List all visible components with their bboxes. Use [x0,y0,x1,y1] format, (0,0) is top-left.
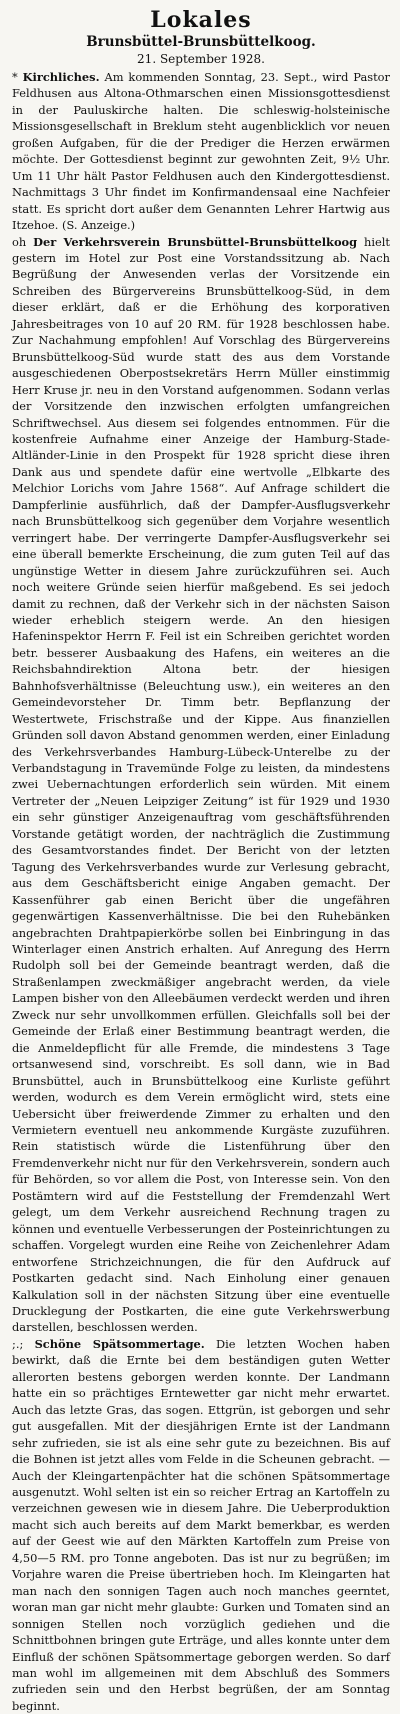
section-masthead: Lokales [150,7,252,33]
article-headline: Schöne Spätsommertage. [34,1336,205,1351]
article-marker: ;.; [12,1336,35,1351]
article-body: Die letzten Wochen haben bewirkt, daß die Ernte bei dem beständigen guten Wetter allerorten bestens geborgen werden konnte. Der Landmann hatte ein so prächtiges Erntewetter gar nicht mehr erwartet. Auch das letzte Gras, das sogen. Ettgrün, ist geborgen und sehr gut ausgefallen. Mit der diesjährigen Ernte ist der Landmann sehr zufrieden, sie ist als eine sehr gute zu bezeichnen. Bis auf die Bohnen ist jetzt alles vom Felde in die Scheunen gebracht. — Auch der Kleingartenpächter hat die schönen Spätsommertage ausgenutzt. Wohl selten ist ein so reicher Ertrag an Kartoffeln zu verzeichnen gewesen wie in diesem Jahre. Die Ueberproduktion macht sich auch bereits auf dem Markt bemerkbar, es werden auf der Geest wie auf den Märkten Kartoffeln zum Preise von 4,50—5 RM. pro Tonne angeboten. Das ist nur zu begrüßen; im Vorjahre waren die Preise übertrieben hoch. Im Kleingarten hat man nach den sonnigen Tagen auch noch manches geerntet, woran man gar nicht mehr glaubte: Gurken und Tomaten sind an sonnigen Stellen noch vorzüglich gediehen und die Schnittbohnen bringen gute Erträge, und alles konnte unter dem Einfluß der schönen Spätsommertage geborgen werden. So darf man wohl im allgemeinen mit dem Abschluß des Sommers zufrieden sein und den Herbst begrüßen, der am Sonntag beginnt. [12,1336,390,1713]
article-body: hielt gestern im Hotel zur Post eine Vorstandssitzung ab. Nach Begrüßung der Anwesenden verlas der Vorsitzende ein Schreiben des Bürgervereins Brunsbüttelkoog-Süd, in dem dieser erklärt, daß er die Erhöhung des korporativen Jahresbeitrages von 10 auf 20 RM. für 1928 beschlossen habe. Zur Nachahmung empfohlen! Auf Vorschlag des Bürgervereins Brunsbüttelkoog-Süd wurde statt des aus dem Vorstande ausgeschiedenen Oberpostsekretärs Herrn Müller einstimmig Herr Kruse jr. neu in den Vorstand aufgenommen. Sodann verlas der Vorsitzende den inzwischen erfolgten umfangreichen Schriftwechsel. Aus diesem sei folgendes entnommen. Für die kostenfreie Aufnahme einer Anzeige der Hamburg-Stade-Altländer-Linie in den Prospekt für 1928 spricht diese ihren Dank aus und spendete dafür eine wertvolle „Elbkarte des Melchior Lorichs vom Jahre 1568“. Auf Anfrage schildert die Dampferlinie ausführlich, daß der Dampfer-Ausflugsverkehr nach Brunsbüttelkoog sich gegenüber dem Vorjahre wesentlich verringert habe. Der verringerte Dampfer-Ausflugsverkehr sei eine überall bemerkte Erscheinung, die zum guten Teil auf das ungünstige Wetter in diesem Jahre zurückzuführen sei. Auch noch weitere Gründe seien hierfür maßgebend. Es sei jedoch damit zu rechnen, daß der Verkehr sich in der nächsten Saison wieder erheblich steigern werde. An den hiesigen Hafeninspektor Herrn F. Feil ist ein Schreiben gerichtet worden betr. besserer Ausbaakung des Hafens, ein weiteres an die Reichsbahndirektion Altona betr. der hiesigen Bahnhofsverhältnisse (Beleuchtung usw.), ein weiteres an den Gemeindevorsteher Dr. Timm betr. Bepflanzung der Westertwete, Frischstraße und der Kippe. Aus finanziellen Gründen soll davon Abstand genommen werden, einer Einladung des Verkehrsverbandes Hamburg-Lübeck-Unterelbe zu der Verbandstagung in Travemünde Folge zu leisten, da mindestens zwei Uebernachtungen erforderlich sein würden. Mit einem Vertreter der „Neuen Leipziger Zeitung“ ist für 1929 und 1930 ein sehr günstiger Anzeigenauftrag vom geschäftsführenden Vorstande getätigt worden, der nachträglich die Zustimmung des Gesamtvorstandes findet. Der Bericht von der letzten Tagung des Verkehrsverbandes wurde zur Verlesung gebracht, aus dem Geschäftsbericht einige Angaben gemacht. Der Kassenführer gab einen Bericht über die ungefähren gegenwärtigen Kassenverhältnisse. Die bei den Ruhebänken angebrachten Drahtpapierkörbe sollen bei Einbringung in das Winterlager einen Anstrich erhalten. Auf Anregung des Herrn Rudolph soll bei der Gemeinde beantragt werden, daß die Straßenlampen zweckmäßiger angebracht werden, da viele Lampen bisher von den Alleebäumen verdeckt werden und ihren Zweck nur sehr unvollkommen erfüllen. Gleichfalls soll bei der Gemeinde der Erlaß einer Bestimmung beantragt werden, die die Anmeldepflicht für alle Fremde, die mindestens 3 Tage ortsanwesend sind, vorschreibt. Es soll dann, wie in Bad Brunsbüttel, auch in Brunsbüttelkoog eine Kurliste geführt werden, wodurch es dem Verein ermöglicht wird, stets eine Uebersicht über freiwerdende Zimmer zu erhalten und den Vermietern eventuell neu ankommende Kurgäste zuzuführen. Rein statistisch würde die Listenführung über den Fremdenverkehr nicht nur für den Verkehrsverein, sondern auch für Behörden, so vor allem die Post, von Interesse sein. Von den Postämtern wird auf die Feststellung der Fremdenzahl Wert gelegt, um dem Verkehr ausreichend Rechnung tragen zu können und eventuelle Verbesserungen der Posteinrichtungen zu schaffen. Vorgelegt wurden eine Reihe von Zeichenlehrer Adam entworfene Strichzeichnungen, die für den Aufdruck auf Postkarten gedacht sind. Nach Einholung einer genauen Kalkulation soll in der nächsten Sitzung über eine eventuelle Drucklegung der Postkarten, die eine gute Verkehrswerbung darstellen, beschlossen werden. [12,234,390,1335]
article-headline: Der Verkehrsverein Brunsbüttel-Brunsbüttelkoog [33,234,358,249]
article-body: Am kommenden Sonntag, 23. Sept., wird Pastor Feldhusen aus Altona-Othmarschen einen Missionsgottesdienst in der Pauluskirche halten. Die schleswig-holsteinische Missionsgesellschaft in Breklum steht augenblicklich vor neuen großen Aufgaben, für die der Prediger die Herzen erwärmen möchte. Der Gottesdienst beginnt zur gewohnten Zeit, 9½ Uhr. Um 11 Uhr hält Pastor Feldhusen auch den Kindergottesdienst. Nachmittags 3 Uhr findet im Konfirmandensaal eine Nachfeier statt. Es spricht dort außer dem Genannten Lehrer Hartwig aus Itzehoe. (S. Anzeige.) [12,70,390,233]
article-marker: oh [12,234,34,249]
article-verkehrsverein [12,234,390,1336]
article-marker: * [12,70,23,84]
article-headline: Kirchliches. [22,70,100,84]
issue-date: 21. September 1928. [137,52,265,66]
article-spaetsommertage [12,1336,390,1714]
article-kirchliches [12,69,390,234]
locality-subhead: Brunsbüttel-Brunsbüttelkoog. [86,34,316,50]
